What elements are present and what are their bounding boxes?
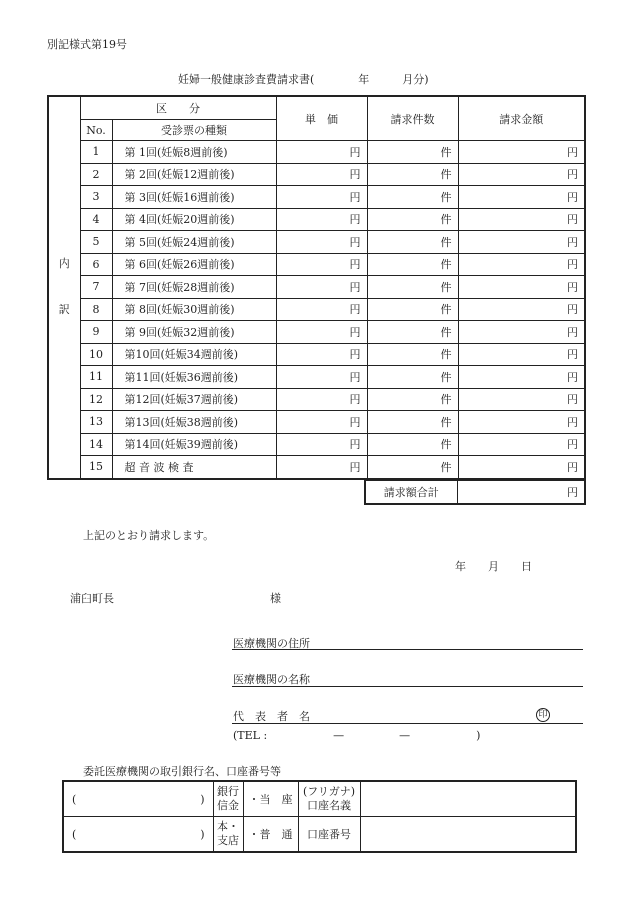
branch-open-paren: (: [72, 827, 77, 841]
row-count[interactable]: 件: [367, 276, 458, 299]
header-no: No.: [80, 120, 112, 141]
row-count[interactable]: 件: [367, 208, 458, 231]
account-holder-field[interactable]: [360, 781, 576, 817]
table-row: [48, 231, 585, 254]
row-count[interactable]: 件: [367, 141, 458, 164]
total-table: [364, 480, 586, 505]
row-unit-price[interactable]: 円: [276, 276, 367, 299]
row-checkup-type: 第 7回(妊娠28週前後): [112, 276, 276, 299]
representative-label: 代 表 者 名: [233, 710, 310, 723]
header-count: 請求件数: [367, 96, 458, 141]
row-unit-price[interactable]: 円: [276, 163, 367, 186]
header-kubun: 区 分: [80, 96, 276, 120]
table-row: [48, 298, 585, 321]
table-row: [48, 186, 585, 209]
row-amount[interactable]: 円: [458, 186, 585, 209]
representative-line[interactable]: [232, 723, 583, 724]
row-no: 5: [80, 231, 112, 254]
row-count[interactable]: 件: [367, 298, 458, 321]
request-statement: 上記のとおり請求します。: [83, 529, 215, 542]
account-holder-labels: [298, 781, 360, 817]
shinkin-label: 信金: [217, 799, 239, 812]
furigana-label: (フリガナ): [302, 785, 356, 798]
institution-name-label: 医療機関の名称: [233, 673, 310, 686]
table-row: [48, 433, 585, 456]
branch-name-cell[interactable]: [63, 817, 213, 853]
row-checkup-type: 第10回(妊娠34週前後): [112, 343, 276, 366]
row-count[interactable]: 件: [367, 231, 458, 254]
date-line: 年 月 日: [455, 560, 532, 573]
row-count[interactable]: 件: [367, 388, 458, 411]
row-no: 15: [80, 456, 112, 479]
row-count[interactable]: 件: [367, 411, 458, 434]
branch-label: 支店: [217, 834, 239, 847]
row-amount[interactable]: 円: [458, 366, 585, 389]
row-checkup-type: 第 1回(妊娠8週前後): [112, 141, 276, 164]
row-amount[interactable]: 円: [458, 253, 585, 276]
row-no: 7: [80, 276, 112, 299]
total-yen-unit: 円: [567, 486, 578, 499]
account-number-field[interactable]: [360, 817, 576, 853]
row-count[interactable]: 件: [367, 366, 458, 389]
row-amount[interactable]: 円: [458, 343, 585, 366]
row-no: 11: [80, 366, 112, 389]
row-checkup-type: 第12回(妊娠37週前後): [112, 388, 276, 411]
row-checkup-type: 第 9回(妊娠32週前後): [112, 321, 276, 344]
bank-type-labels: [213, 781, 243, 817]
row-unit-price[interactable]: 円: [276, 298, 367, 321]
seal-icon: 印: [536, 708, 550, 722]
row-count[interactable]: 件: [367, 253, 458, 276]
header-amount: 請求金額: [458, 96, 585, 141]
row-checkup-type: 第 8回(妊娠30週前後): [112, 298, 276, 321]
form-label: 別記様式第19号: [47, 38, 127, 51]
row-no: 14: [80, 433, 112, 456]
row-amount[interactable]: 円: [458, 298, 585, 321]
table-row: [48, 366, 585, 389]
table-row: [48, 253, 585, 276]
row-checkup-type: 第 5回(妊娠24週前後): [112, 231, 276, 254]
row-no: 12: [80, 388, 112, 411]
row-no: 13: [80, 411, 112, 434]
document-title: 妊婦一般健康診査費請求書( 年 月分): [178, 73, 429, 86]
row-unit-price[interactable]: 円: [276, 321, 367, 344]
row-unit-price[interactable]: 円: [276, 388, 367, 411]
side-label-2: 訳: [58, 303, 70, 317]
row-amount[interactable]: 円: [458, 163, 585, 186]
row-no: 2: [80, 163, 112, 186]
row-checkup-type: 超 音 波 検 査: [112, 456, 276, 479]
bank-label: 銀行: [217, 785, 239, 798]
row-count[interactable]: 件: [367, 186, 458, 209]
header-type: 受診票の種類: [112, 120, 276, 141]
row-unit-price[interactable]: 円: [276, 366, 367, 389]
account-type-ordinary[interactable]: ・普 通: [243, 817, 298, 853]
honorific: 様: [270, 592, 281, 605]
institution-address-line[interactable]: [232, 649, 583, 650]
table-row: [48, 456, 585, 479]
row-amount[interactable]: 円: [458, 321, 585, 344]
table-row: [48, 208, 585, 231]
table-row: [48, 276, 585, 299]
header-unit-price: 単 価: [276, 96, 367, 141]
side-label-1: 内: [58, 257, 70, 271]
row-amount[interactable]: 円: [458, 208, 585, 231]
row-checkup-type: 第14回(妊娠39週前後): [112, 433, 276, 456]
institution-address-label: 医療機関の住所: [233, 637, 310, 650]
row-unit-price[interactable]: 円: [276, 186, 367, 209]
row-checkup-type: 第 4回(妊娠20週前後): [112, 208, 276, 231]
account-number-label: 口座番号: [298, 817, 360, 853]
row-count[interactable]: 件: [367, 321, 458, 344]
table-row: [48, 163, 585, 186]
row-unit-price[interactable]: 円: [276, 343, 367, 366]
row-no: 4: [80, 208, 112, 231]
row-amount[interactable]: 円: [458, 276, 585, 299]
row-unit-price[interactable]: 円: [276, 411, 367, 434]
claim-breakdown-table: [47, 95, 586, 480]
row-no: 1: [80, 141, 112, 164]
total-label: 請求額合計: [365, 481, 457, 505]
tel-line: (TEL : — — ): [233, 729, 481, 742]
bank-account-table: [62, 780, 577, 853]
row-count[interactable]: 件: [367, 343, 458, 366]
row-checkup-type: 第 6回(妊娠26週前後): [112, 253, 276, 276]
row-unit-price[interactable]: 円: [276, 456, 367, 479]
main-branch-label: 本・: [217, 820, 239, 833]
table-row: [48, 343, 585, 366]
row-amount[interactable]: 円: [458, 141, 585, 164]
row-amount[interactable]: 円: [458, 433, 585, 456]
table-row: [48, 411, 585, 434]
row-no: 6: [80, 253, 112, 276]
row-amount[interactable]: 円: [458, 388, 585, 411]
branch-close-paren: ): [200, 827, 205, 841]
row-count[interactable]: 件: [367, 456, 458, 479]
row-checkup-type: 第 3回(妊娠16週前後): [112, 186, 276, 209]
row-unit-price[interactable]: 円: [276, 141, 367, 164]
bank-name-cell[interactable]: [63, 781, 213, 817]
account-type-current[interactable]: ・当 座: [243, 781, 298, 817]
branch-type-labels: [213, 817, 243, 853]
institution-name-line[interactable]: [232, 686, 583, 687]
row-checkup-type: 第 2回(妊娠12週前後): [112, 163, 276, 186]
row-unit-price[interactable]: 円: [276, 253, 367, 276]
row-count[interactable]: 件: [367, 163, 458, 186]
row-amount[interactable]: 円: [458, 411, 585, 434]
row-no: 8: [80, 298, 112, 321]
breakdown-side-label: [48, 96, 80, 479]
bank-close-paren: ): [200, 792, 205, 806]
row-no: 3: [80, 186, 112, 209]
bank-open-paren: (: [72, 792, 77, 806]
row-amount[interactable]: 円: [458, 456, 585, 479]
account-holder-label: 口座名義: [307, 799, 351, 812]
row-unit-price[interactable]: 円: [276, 208, 367, 231]
row-unit-price[interactable]: 円: [276, 231, 367, 254]
table-row: [48, 141, 585, 164]
table-row: [48, 388, 585, 411]
row-no: 10: [80, 343, 112, 366]
row-checkup-type: 第11回(妊娠36週前後): [112, 366, 276, 389]
addressee: 浦臼町長: [70, 592, 114, 605]
row-no: 9: [80, 321, 112, 344]
row-unit-price[interactable]: 円: [276, 433, 367, 456]
bank-heading: 委託医療機関の取引銀行名、口座番号等: [83, 765, 281, 778]
total-amount-cell[interactable]: [457, 481, 585, 505]
table-row: [48, 321, 585, 344]
row-count[interactable]: 件: [367, 433, 458, 456]
row-amount[interactable]: 円: [458, 231, 585, 254]
row-checkup-type: 第13回(妊娠38週前後): [112, 411, 276, 434]
